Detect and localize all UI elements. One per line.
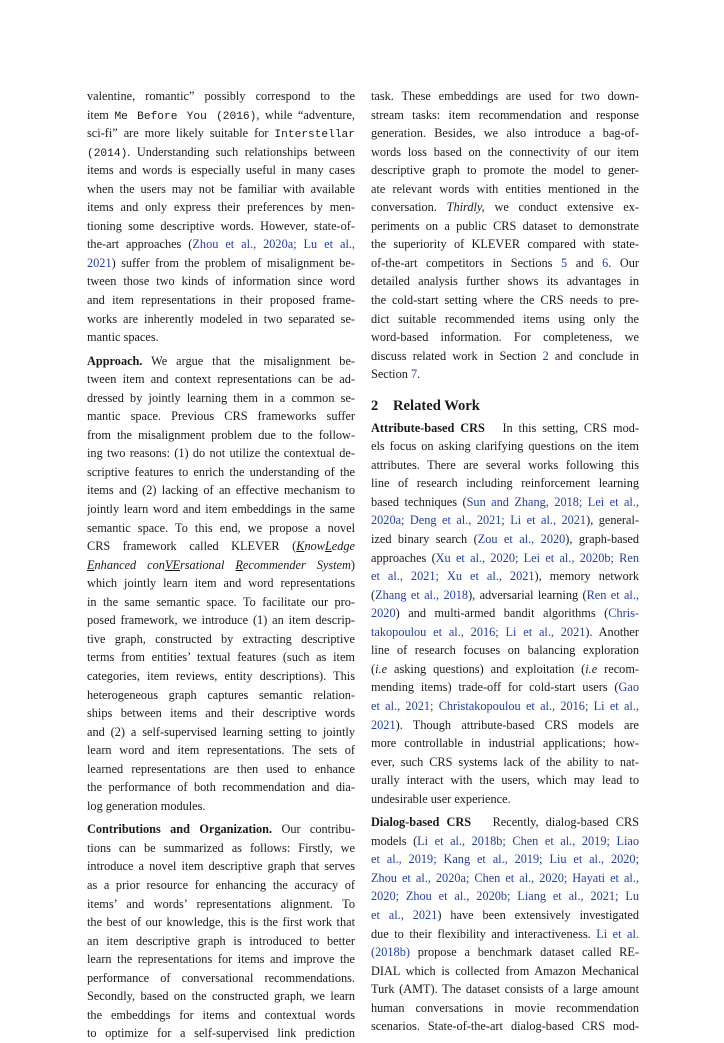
text-line: posed framework, we introduce (1) an item descrip- (87, 613, 355, 628)
text-line: Turk (AMT). The dataset consists of a large amount (371, 982, 639, 997)
text-line: due to their flexibility and interactiveness. Li et al. (371, 926, 639, 941)
text-line: performance of conversational recommendations. (87, 970, 355, 985)
text-line: scenarios. State-of-the-art dialog-based CRS mod- (371, 1019, 639, 1034)
citation-link[interactable]: et al., 2021; Xu et al., 2021 (371, 569, 535, 584)
citation-link[interactable]: Ren et al., (586, 587, 639, 602)
text-line (371, 887, 639, 906)
text-line: Secondly, based on the constructed graph, we learn (87, 989, 355, 1004)
section-link[interactable]: 7 (410, 367, 418, 382)
citation-link[interactable]: (2018b) (371, 945, 410, 960)
text-line: 2021) suffer from the problem of misalignment be- (87, 255, 355, 270)
text-line: scriptive features to enrich the understanding of the (87, 464, 355, 479)
text-line: tween item and context representations can be ad- (87, 372, 355, 387)
text-line: CRS framework called KLEVER (KnowLedge (87, 539, 355, 554)
text-line: an item descriptive graph is introduced to better (87, 933, 355, 948)
text-line: terms from entities’ textual features (such as item (87, 650, 355, 665)
citation-link[interactable]: 2021 (371, 717, 396, 732)
text-line: urally interact with the users, which may lead to (371, 773, 639, 788)
citation-link[interactable]: 2021 (87, 255, 112, 270)
text-line: when the users may not be familiar with available (87, 181, 355, 196)
text-line: the-art approaches (Zhou et al., 2020a; Lu et al., (87, 237, 355, 252)
text-line: DIAL which is collected from Amazon Mechanical (371, 963, 639, 978)
text-line: jointly learn word and item embeddings in the same (87, 502, 355, 517)
text-line: 2020) and multi-armed bandit algorithms (Chris- (371, 606, 639, 621)
text-line: human conversations in movie recommendation (371, 1000, 639, 1015)
text-line: works are inherently modeled in two separated se- (87, 311, 355, 326)
text-line (371, 869, 639, 888)
text-line: task. These embeddings are used for two down- (371, 89, 639, 103)
text-line: stream tasks: item recommendation and response (371, 107, 639, 122)
text-line: Contributions and Organization. Our contribu- (87, 822, 355, 837)
text-line: the cold-start setting where the CRS needs to pre- (371, 293, 639, 308)
citation-link[interactable]: et al., 2021; Christakopoulou et al., 2016; Li et al., (371, 698, 639, 713)
left-column (87, 87, 355, 1043)
text-line: mending items) trade-off for cold-start users (Gao (371, 680, 639, 695)
citation-link[interactable]: Li et al., 2018b; Chen et al., 2019; Liao (417, 833, 639, 848)
citation-link[interactable]: Zhou et al., 2020a; Lu et al., (192, 237, 355, 252)
paragraph-heading: Attribute-based CRS (371, 420, 485, 435)
text-line: detailed analysis further shows its advantages in (371, 274, 639, 289)
text-line (371, 850, 639, 869)
text-line: ships between items and their descriptive words (87, 706, 355, 721)
text-line: models (Li et al., 2018b; Chen et al., 2019; Liao (371, 833, 639, 848)
text-line: approaches (Xu et al., 2020; Lei et al., 2020b; Ren (371, 550, 639, 565)
text-line: based techniques (Sun and Zhang, 2018; Lei et al., (371, 494, 639, 509)
text-line: and item representations in their proposed frame- (87, 293, 355, 308)
text-line: Approach. We argue that the misalignment be- (87, 353, 355, 368)
citation-link[interactable]: 2020 (371, 606, 396, 621)
text-line: 2020a; Deng et al., 2021; Li et al., 2021), general- (371, 513, 639, 528)
section-heading (371, 393, 639, 419)
text-line: from the misalignment problem due to the follow- (87, 427, 355, 442)
text-line: et al., 2021; Xu et al., 2021), memory network (371, 569, 639, 584)
citation-link[interactable]: Xu et al., 2020; Lei et al., 2020b; Ren (435, 550, 639, 565)
text-line: the embeddings for items and contextual words (87, 1007, 355, 1022)
text-line: in the same semantic space. To facilitate our pro- (87, 594, 355, 609)
section-link[interactable]: 5 (561, 255, 568, 270)
citation-link[interactable]: 2020; Zhou et al., 2020b; Liang et al., 2021; Lu (371, 889, 639, 904)
movie-year: (2014) (87, 147, 128, 160)
framework-expansion: Enhanced conVErsational Recommender System (87, 557, 351, 572)
text-line: items’ and words’ representations alignment. To (87, 896, 355, 911)
text-line: discuss related work in Section 2 and conclude in (371, 348, 639, 363)
section-link[interactable]: 2 (542, 348, 549, 363)
text-line: word-based information. For completeness, we (371, 330, 639, 345)
text-line: mantic space. Previous CRS frameworks suffer (87, 409, 355, 424)
text-line: words loss based on the connectivity of our item (371, 144, 639, 159)
text-line: items and (2) lacking of an effective mechanism to (87, 483, 355, 498)
text-line: items and only express their preferences by men- (87, 200, 355, 215)
text-line: ever, such CRS systems lack of the ability to nat- (371, 754, 639, 769)
paragraph-heading: Contributions and Organization. (87, 822, 273, 837)
text-line: descriptive graph to promote the model to gener- (371, 163, 639, 178)
citation-link[interactable]: Gao (618, 680, 639, 695)
paragraph-heading: Approach. (87, 353, 143, 368)
citation-link[interactable]: Zhang et al., 2018 (375, 587, 469, 602)
text-line: the best of our knowledge, this is the first work that (87, 915, 355, 930)
section-title: Related Work (393, 397, 480, 414)
text-line: generation. Besides, we also introduce a bag-of- (371, 126, 639, 141)
text-line: Enhanced conVErsational Recommender System) (87, 557, 355, 572)
text-line: tween those two kinds of information since word (87, 274, 355, 289)
right-column (371, 87, 639, 1036)
citation-link[interactable]: et al., 2019; Kang et al., 2019; Liu et al., 2020; (371, 852, 639, 867)
section-number: 2 (371, 397, 379, 414)
text-line: dict suitable recommended items using only the (371, 311, 639, 326)
text-line: (2014). Understanding such relationships between (87, 144, 355, 160)
text-line: as a prior resource for enhancing the accuracy of (87, 877, 355, 892)
text-line: periments on a public CRS dataset to demonstrate (371, 218, 639, 233)
text-line: learn word and item representations. The sets of (87, 743, 355, 758)
text-line: line of research including reinforcement learning (371, 476, 639, 491)
text-line: semantic space. To this end, we propose a novel (87, 520, 355, 535)
text-line: line of research focuses on balancing exploration (371, 643, 639, 658)
text-line: Dialog-based CRS Recently, dialog-based CRS (371, 815, 639, 830)
text-line: learn the representations for items and improve the (87, 952, 355, 967)
text-line: which jointly learn item and word representations (87, 576, 355, 591)
section-link[interactable]: 6 (602, 255, 609, 270)
text-line: more controllable in industrial applications; how- (371, 736, 639, 751)
movie-title: Interstellar (274, 129, 355, 142)
text-line: tive graph, constructed by extracting descriptive (87, 631, 355, 646)
text-line: ized binary search (Zou et al., 2020), graph-based (371, 532, 639, 547)
text-line: log generation modules. (87, 798, 206, 813)
text-line: (Zhang et al., 2018), adversarial learning (Ren et al., (371, 587, 639, 602)
text-line: tions can be summarized as follows: Firstly, we (87, 840, 355, 855)
text-line: undesirable user experience. (371, 791, 511, 806)
text-line: introduce a novel item descriptive graph that serves (87, 859, 355, 874)
text-line: mantic spaces. (87, 330, 159, 345)
text-line: of-the-art competitors in Sections 5 and 6. Our (371, 255, 639, 270)
text-line: item Me Before You (2016), while “adventure, (87, 107, 355, 123)
text-line: valentine, romantic” possibly correspond to the (87, 89, 355, 103)
text-line: items and words is especially useful in many cases (87, 163, 355, 178)
text-line: takopoulou et al., 2016; Li et al., 2021). Another (371, 624, 639, 639)
text-line: els focus on asking clarifying questions on the item (371, 439, 639, 454)
citation-link[interactable]: Li et al. (596, 926, 639, 941)
citation-link[interactable]: takopoulou et al., 2016; Li et al., 2021 (371, 624, 586, 639)
text-line: ate relevant words with entities mentioned in the (371, 181, 639, 196)
text-line: conversation. Thirdly, we conduct extensive ex- (371, 200, 639, 215)
text-line: sci-fi” are more likely suitable for Interstellar (87, 126, 355, 142)
text-line: Section 7. (371, 367, 421, 382)
movie-title: Me Before You (2016) (114, 110, 257, 123)
text-line: the superiority of KLEVER compared with state- (371, 237, 639, 252)
text-line: the performance of both recommendation and dia- (87, 780, 355, 795)
text-line: to optimize for a self-supervised link prediction (87, 1026, 355, 1041)
text-line: Attribute-based CRS In this setting, CRS mod- (371, 420, 639, 435)
text-line: attributes. There are several works following this (371, 457, 639, 472)
framework-expansion: KnowLedge (296, 539, 355, 554)
citation-link[interactable]: Zou et al., 2020 (477, 532, 566, 547)
text-line: et al., 2021) have been extensively investigated (371, 907, 639, 922)
text-line: ing two reasons: (1) do not utilize the contextual de- (87, 446, 355, 461)
text-line: heterogeneous graph captures semantic relation- (87, 687, 355, 702)
text-line: (2018b) propose a benchmark dataset called RE- (371, 945, 639, 960)
text-line: learned representations are then used to enhance (87, 761, 355, 776)
citation-link[interactable]: 2020a; Deng et al., 2021; Li et al., 2021 (371, 513, 587, 528)
text-line: tioning some descriptive words. However, state-of- (87, 218, 355, 233)
text-line (371, 697, 639, 716)
text-line: 2021). Though attribute-based CRS models are (371, 717, 639, 732)
citation-link[interactable]: Zhou et al., 2020a; Chen et al., 2020; Hayati et al., (371, 870, 639, 885)
text-line: dressed by jointly learning them in a common se- (87, 390, 355, 405)
text-line: categories, item reviews, entity descriptions). This (87, 668, 355, 683)
citation-link[interactable]: Chris- (608, 606, 639, 621)
citation-link[interactable]: Sun and Zhang, 2018; Lei et al., (466, 494, 639, 509)
text-line: (i.e asking questions) and exploitation (i.e recom- (371, 661, 639, 676)
citation-link[interactable]: et al., 2021 (371, 907, 438, 922)
paragraph-heading: Dialog-based CRS (371, 815, 472, 830)
text-line: and (2) a self-supervised learning setting to jointly (87, 724, 355, 739)
